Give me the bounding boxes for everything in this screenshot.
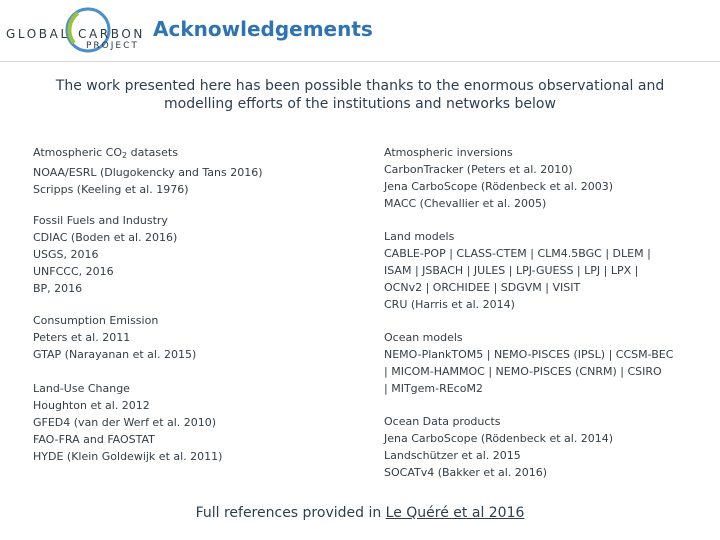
list-item: NEMO-PlankTOM5 | NEMO-PISCES (IPSL) | CCSM-BEC xyxy=(384,348,674,361)
page-title: Acknowledgements xyxy=(153,17,373,41)
section-heading: Atmospheric inversions xyxy=(384,146,513,159)
list-item: FAO-FRA and FAOSTAT xyxy=(33,433,155,446)
list-item: CRU (Harris et al. 2014) xyxy=(384,298,515,311)
section-heading: Ocean Data products xyxy=(384,415,501,428)
logo-word-global: GLOBAL xyxy=(6,27,70,41)
section-land-use-change xyxy=(33,380,333,465)
list-item: Landschützer et al. 2015 xyxy=(384,449,521,462)
footer xyxy=(0,505,720,521)
intro-text xyxy=(30,77,690,113)
section-land-models xyxy=(384,228,704,313)
list-item: NOAA/ESRL (Dlugokencky and Tans 2016) xyxy=(33,166,263,179)
list-item: Jena CarboScope (Rödenbeck et al. 2003) xyxy=(384,180,614,193)
list-item: MACC (Chevallier et al. 2005) xyxy=(384,197,547,210)
section-ocean-data-products xyxy=(384,413,704,481)
section-heading: Ocean models xyxy=(384,331,463,344)
logo-word-carbon: CARBON xyxy=(78,27,145,41)
section-heading: Land-Use Change xyxy=(33,382,130,395)
intro-line: modelling efforts of the institutions and networks below xyxy=(164,96,556,112)
list-item: Scripps (Keeling et al. 1976) xyxy=(33,183,189,196)
section-heading: Fossil Fuels and Industry xyxy=(33,214,168,227)
section-ocean-models xyxy=(384,329,704,397)
list-item: SOCATv4 (Bakker et al. 2016) xyxy=(384,466,548,479)
list-item: CDIAC (Boden et al. 2016) xyxy=(33,231,178,244)
section-fossil-fuels xyxy=(33,212,333,297)
header-divider xyxy=(0,61,720,62)
section-heading: Land models xyxy=(384,230,455,243)
global-carbon-project-logo xyxy=(6,5,145,55)
list-item: GTAP (Narayanan et al. 2015) xyxy=(33,348,197,361)
logo-word-project: PROJECT xyxy=(86,41,139,51)
section-heading: Atmospheric $CO_2$ datasets xyxy=(33,146,178,160)
list-item: CABLE-POP | CLASS-CTEM | CLM4.5BGC | DLEM | xyxy=(384,247,651,260)
list-item: HYDE (Klein Goldewijk et al. 2011) xyxy=(33,450,223,463)
list-item: Houghton et al. 2012 xyxy=(33,399,150,412)
list-item: USGS, 2016 xyxy=(33,248,99,261)
list-item: BP, 2016 xyxy=(33,282,83,295)
list-item: ISAM | JSBACH | JULES | LPJ-GUESS | LPJ | LPX | xyxy=(384,264,639,277)
list-item: OCNv2 | ORCHIDEE | SDGVM | VISIT xyxy=(384,281,581,294)
section-atmospheric-inversions xyxy=(384,144,704,212)
list-item: UNFCCC, 2016 xyxy=(33,265,114,278)
list-item: CarbonTracker (Peters et al. 2010) xyxy=(384,163,573,176)
header xyxy=(0,0,720,62)
section-heading: Consumption Emission xyxy=(33,314,159,327)
reference-link[interactable]: Le Quéré et al 2016 xyxy=(385,505,525,521)
section-atmospheric-co2 xyxy=(33,144,333,198)
list-item: Jena CarboScope (Rödenbeck et al. 2014) xyxy=(384,432,614,445)
list-item: Peters et al. 2011 xyxy=(33,331,131,344)
list-item: | MICOM-HAMMOC | NEMO-PISCES (CNRM) | CSIRO xyxy=(384,365,662,378)
list-item: | MITgem-REcoM2 xyxy=(384,382,483,395)
list-item: GFED4 (van der Werf et al. 2010) xyxy=(33,416,217,429)
section-consumption-emission xyxy=(33,312,333,363)
intro-line: The work presented here has been possible thanks to the enormous observational and xyxy=(55,78,665,94)
footer-text: Full references provided in xyxy=(195,505,386,521)
